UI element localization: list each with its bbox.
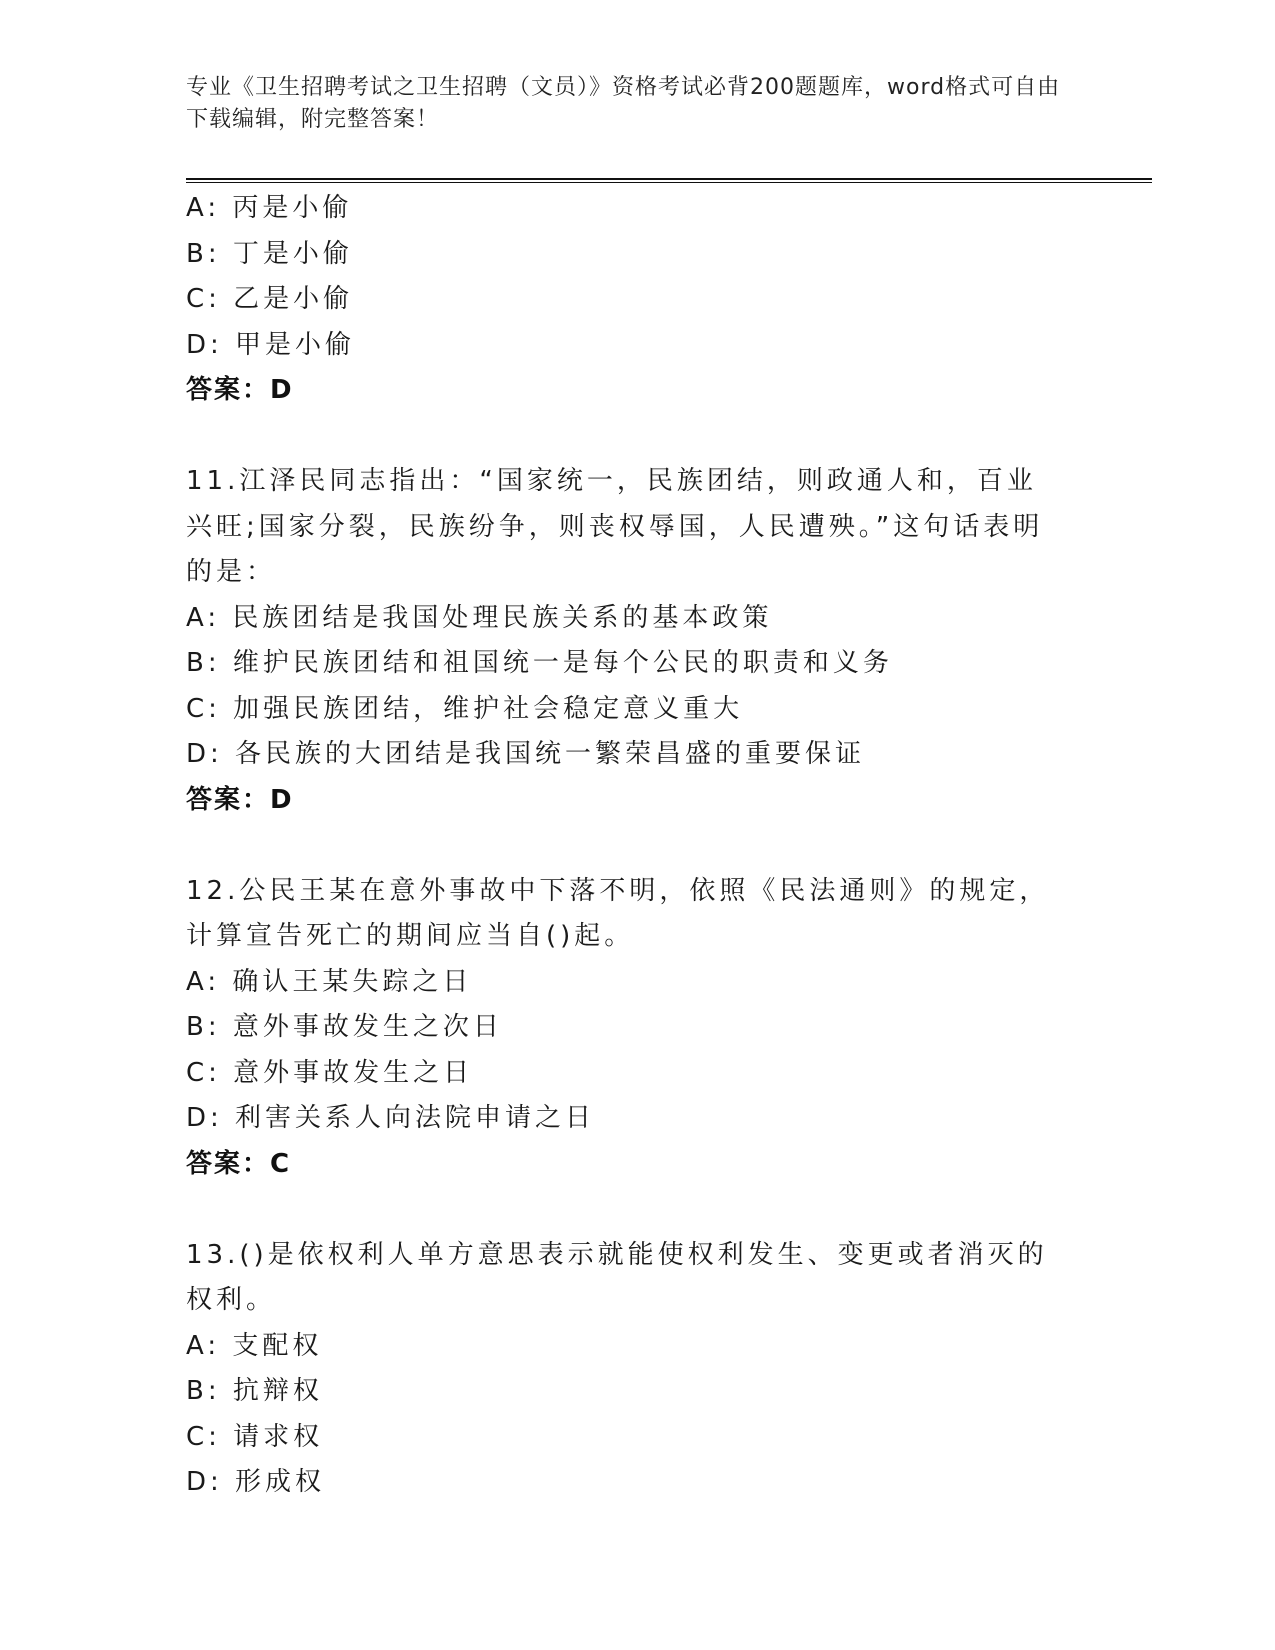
spacer <box>186 414 1086 460</box>
option-d: D: 形成权 <box>186 1467 326 1497</box>
previous-question <box>186 186 1086 414</box>
option-a: A: 丙是小偷 <box>186 193 353 223</box>
option-c: C: 请求权 <box>186 1421 324 1452</box>
header-divider <box>186 178 1152 183</box>
option-c: C: 乙是小偷 <box>186 284 354 314</box>
question-list <box>186 186 1086 1506</box>
question-11 <box>186 459 1086 823</box>
option-b: B: 丁是小偷 <box>186 238 353 269</box>
answer-label: 答案：D <box>186 784 294 815</box>
question-text: 11.江泽民同志指出：“国家统一，民族团结，则政通人和，百业兴旺;国家分裂，民族纷争，则丧权辱国，人民遭殃。”这句话表明的是： <box>186 466 1044 587</box>
option-a: A: 确认王某失踪之日 <box>186 966 473 997</box>
option-a: A: 支配权 <box>186 1330 323 1361</box>
option-b: B: 意外事故发生之次日 <box>186 1012 503 1042</box>
question-12 <box>186 869 1086 1188</box>
spacer <box>186 1187 1086 1233</box>
question-13 <box>186 1233 1086 1506</box>
answer-label: 答案：D <box>186 375 294 405</box>
option-d: D: 甲是小偷 <box>186 329 356 360</box>
option-d: D: 各民族的大团结是我国统一繁荣昌盛的重要保证 <box>186 739 866 769</box>
option-c: C: 意外事故发生之日 <box>186 1057 474 1088</box>
option-b: B: 维护民族团结和祖国统一是每个公民的职责和义务 <box>186 648 893 678</box>
option-b: B: 抗辩权 <box>186 1376 323 1406</box>
option-c: C: 加强民族团结，维护社会稳定意义重大 <box>186 693 744 724</box>
document-header: 专业《卫生招聘考试之卫生招聘（文员）》资格考试必背200题题库，word格式可自由下载编辑，附完整答案！ <box>186 75 1061 132</box>
question-text: 12.公民王某在意外事故中下落不明，依照《民法通则》的规定，计算宣告死亡的期间应当自()起。 <box>186 875 1050 951</box>
spacer <box>186 823 1086 869</box>
option-d: D: 利害关系人向法院申请之日 <box>186 1103 596 1133</box>
question-text: 13.()是依权利人单方意思表示就能使权利发生、变更或者消灭的权利。 <box>186 1239 1048 1315</box>
answer-label: 答案：C <box>186 1148 292 1179</box>
option-a: A: 民族团结是我国处理民族关系的基本政策 <box>186 602 773 633</box>
